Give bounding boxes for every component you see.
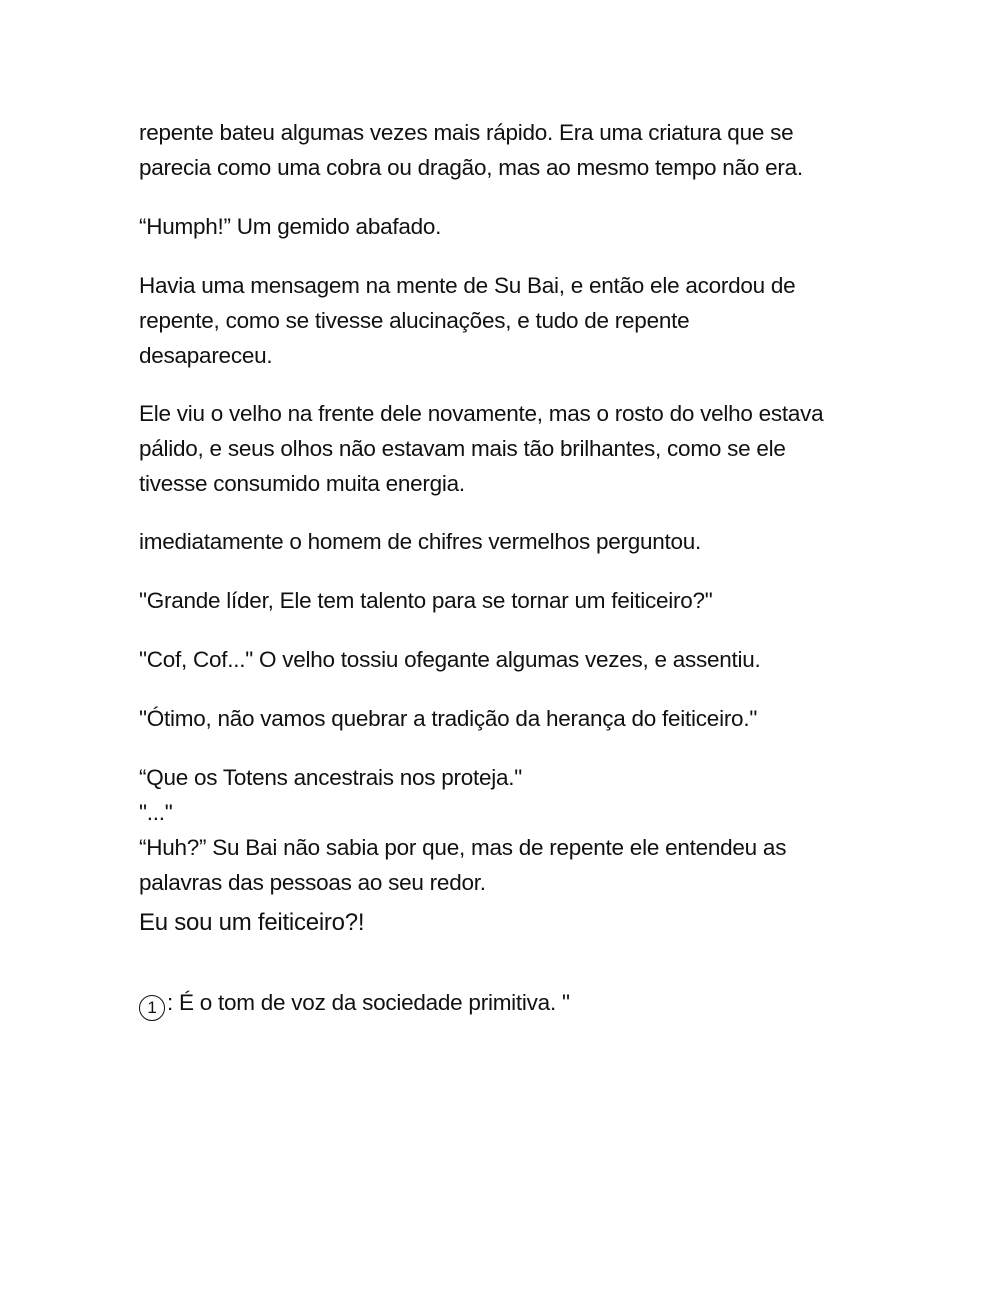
text-line: Eu sou um feiticeiro?! [139, 909, 365, 936]
paragraph-9 [139, 760, 869, 900]
text-line: Ele viu o velho na frente dele novamente, mas o rosto do velho estava [139, 401, 824, 426]
paragraph-10 [139, 905, 869, 940]
paragraph-2 [139, 209, 869, 244]
footnote-marker: 1 [139, 995, 165, 1021]
text-line: repente bateu algumas vezes mais rápido. Era uma criatura que se [139, 120, 794, 145]
paragraph-8 [139, 701, 869, 736]
text-line: tivesse consumido muita energia. [139, 471, 465, 496]
paragraph-7 [139, 642, 869, 677]
text-line: "..." [139, 800, 173, 825]
paragraph-6 [139, 583, 869, 618]
text-line: pálido, e seus olhos não estavam mais tão brilhantes, como se ele [139, 436, 786, 461]
text-line: "Ótimo, não vamos quebrar a tradição da herança do feiticeiro." [139, 706, 758, 731]
text-line: "Grande líder, Ele tem talento para se tornar um feiticeiro?" [139, 588, 713, 613]
paragraph-3 [139, 268, 869, 373]
paragraph-5 [139, 524, 869, 559]
text-line: “Huh?” Su Bai não sabia por que, mas de repente ele entendeu as [139, 835, 787, 860]
text-line: “Humph!” Um gemido abafado. [139, 214, 442, 239]
footnote-text: : É o tom de voz da sociedade primitiva. " [167, 990, 570, 1015]
text-line: desapareceu. [139, 343, 273, 368]
text-line: "Cof, Cof..." O velho tossiu ofegante algumas vezes, e assentiu. [139, 647, 761, 672]
text-line: palavras das pessoas ao seu redor. [139, 870, 486, 895]
footnote [139, 985, 869, 1021]
footnote-line [139, 985, 869, 1021]
text-line: “Que os Totens ancestrais nos proteja." [139, 765, 523, 790]
paragraph-1 [139, 115, 869, 185]
paragraph-4 [139, 396, 869, 501]
text-line: imediatamente o homem de chifres vermelhos perguntou. [139, 529, 702, 554]
text-line: Havia uma mensagem na mente de Su Bai, e então ele acordou de [139, 273, 796, 298]
text-line: repente, como se tivesse alucinações, e tudo de repente [139, 308, 690, 333]
text-line: parecia como uma cobra ou dragão, mas ao mesmo tempo não era. [139, 155, 803, 180]
